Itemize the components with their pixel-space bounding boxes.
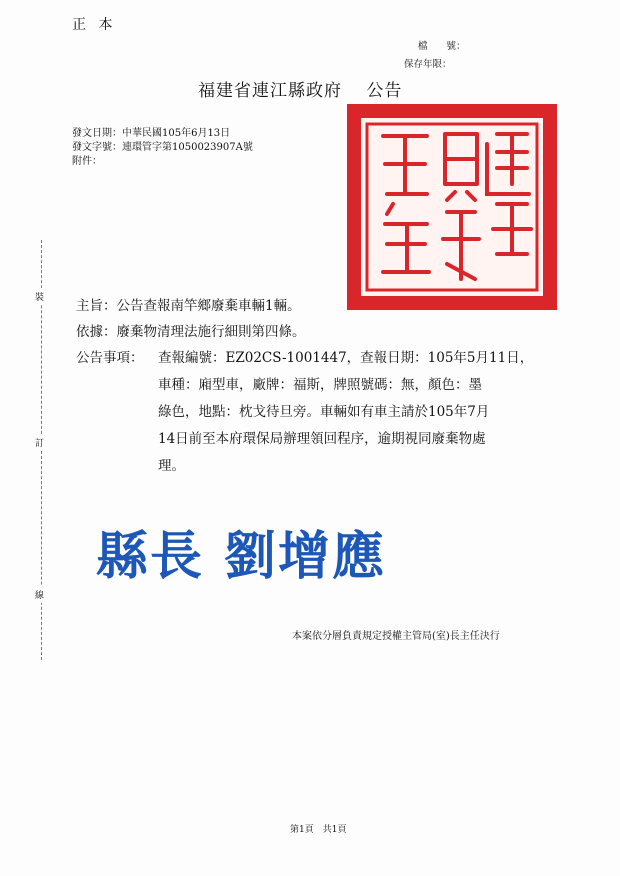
- file-number-label: 檔 號：: [418, 41, 466, 52]
- binding-margin-char: 線: [35, 586, 44, 603]
- delegation-note: 本案依分層負責規定授權主管局(室)長主任決行: [292, 631, 500, 642]
- announcement-line: 綠色，地點：枕戈待旦旁。車輛如有車主請於105年7月: [158, 404, 490, 420]
- binding-margin-char: 訂: [35, 434, 44, 451]
- binding-margin-char: 裝: [35, 288, 44, 305]
- announcement-line: 14日前至本府環保局辦理領回程序，逾期視同廢棄物處: [158, 431, 486, 447]
- svg-text:縣長 劉增應: 縣長 劉增應: [96, 526, 386, 587]
- basis-line: 依據：廢棄物清理法施行細則第四條。: [76, 324, 306, 340]
- subject-line: 主旨：公告查報南竿鄉廢棄車輛1輛。: [76, 298, 301, 314]
- document-number: 發文字號：連環管字第1050023907A號: [72, 142, 253, 153]
- magistrate-signature-stamp: [96, 512, 396, 592]
- copy-mark: 正 本: [72, 17, 117, 33]
- announcement-line: 車種：廂型車，廠牌：福斯，牌照號碼：無，顏色：墨: [158, 377, 482, 393]
- document-title: 福建省連江縣政府 公告: [198, 81, 403, 101]
- announcement-items-label: 公告事項：: [76, 350, 144, 366]
- page-number: 第1頁 共1頁: [290, 825, 347, 835]
- attachment-label: 附件：: [72, 156, 102, 167]
- announcement-line: 理。: [158, 458, 185, 474]
- retention-period-label: 保存年限：: [404, 59, 452, 70]
- announcement-line: 查報編號：EZ02CS-1001447，查報日期：105年5月11日，: [158, 350, 534, 366]
- official-seal: [347, 104, 557, 310]
- issue-date: 發文日期：中華民國105年6月13日: [72, 128, 231, 139]
